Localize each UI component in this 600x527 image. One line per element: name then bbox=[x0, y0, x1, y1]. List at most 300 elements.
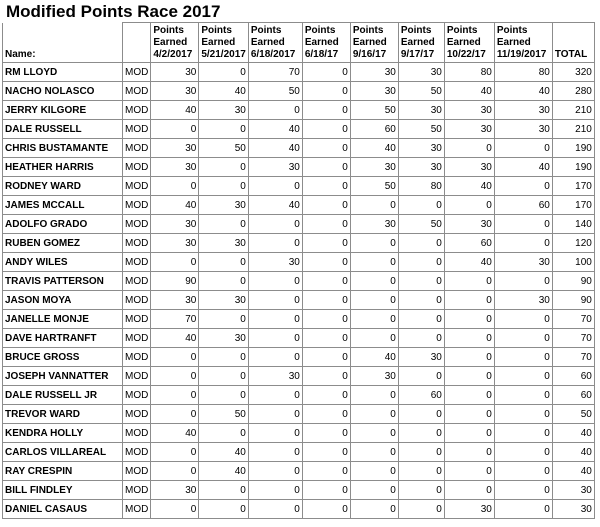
table-row bbox=[3, 405, 595, 424]
total-cell[interactable]: 70 bbox=[552, 329, 594, 348]
points-cell[interactable]: 0 bbox=[350, 196, 398, 215]
header-points-earned-5[interactable] bbox=[350, 23, 398, 63]
points-cell[interactable]: 0 bbox=[494, 443, 552, 462]
table-row bbox=[3, 63, 595, 82]
points-cell[interactable]: 0 bbox=[494, 462, 552, 481]
points-cell[interactable]: 50 bbox=[350, 101, 398, 120]
points-cell[interactable]: 80 bbox=[398, 177, 444, 196]
total-cell[interactable]: 70 bbox=[552, 348, 594, 367]
points-cell[interactable]: 0 bbox=[199, 386, 249, 405]
points-cell[interactable]: 0 bbox=[350, 310, 398, 329]
class-cell[interactable]: MOD bbox=[123, 443, 151, 462]
points-cell[interactable]: 0 bbox=[398, 234, 444, 253]
points-cell[interactable]: 0 bbox=[494, 405, 552, 424]
header-points-label: Points bbox=[201, 25, 232, 36]
points-cell[interactable]: 40 bbox=[444, 253, 494, 272]
total-cell[interactable]: 30 bbox=[552, 500, 594, 519]
driver-name-cell[interactable]: RAY CRESPIN bbox=[3, 462, 123, 481]
points-cell[interactable]: 0 bbox=[444, 329, 494, 348]
total-cell[interactable]: 280 bbox=[552, 82, 594, 101]
points-cell[interactable]: 40 bbox=[151, 424, 199, 443]
points-cell[interactable]: 40 bbox=[494, 158, 552, 177]
class-cell[interactable]: MOD bbox=[123, 253, 151, 272]
points-cell[interactable]: 0 bbox=[199, 63, 249, 82]
points-cell[interactable]: 0 bbox=[248, 481, 302, 500]
points-cell[interactable]: 0 bbox=[199, 367, 249, 386]
points-cell[interactable]: 40 bbox=[248, 196, 302, 215]
points-cell[interactable]: 60 bbox=[444, 234, 494, 253]
points-cell[interactable]: 0 bbox=[494, 272, 552, 291]
class-cell[interactable]: MOD bbox=[123, 139, 151, 158]
points-cell[interactable]: 0 bbox=[398, 462, 444, 481]
driver-name-cell[interactable]: DALE RUSSELL JR bbox=[3, 386, 123, 405]
class-cell[interactable]: MOD bbox=[123, 101, 151, 120]
header-name[interactable]: Name: bbox=[3, 23, 123, 63]
total-cell[interactable]: 60 bbox=[552, 386, 594, 405]
points-cell[interactable]: 0 bbox=[151, 348, 199, 367]
points-cell[interactable]: 30 bbox=[494, 120, 552, 139]
points-cell[interactable]: 0 bbox=[444, 367, 494, 386]
points-cell[interactable]: 30 bbox=[199, 329, 249, 348]
total-cell[interactable]: 40 bbox=[552, 462, 594, 481]
points-cell[interactable]: 0 bbox=[398, 329, 444, 348]
table-row bbox=[3, 253, 595, 272]
points-cell[interactable]: 30 bbox=[444, 120, 494, 139]
points-cell[interactable]: 0 bbox=[302, 253, 350, 272]
points-cell[interactable]: 0 bbox=[398, 253, 444, 272]
points-cell[interactable]: 0 bbox=[494, 215, 552, 234]
class-cell[interactable]: MOD bbox=[123, 367, 151, 386]
points-cell[interactable]: 0 bbox=[350, 405, 398, 424]
header-points-earned-3[interactable] bbox=[248, 23, 302, 63]
points-cell[interactable]: 50 bbox=[350, 177, 398, 196]
driver-name-cell[interactable]: CHRIS BUSTAMANTE bbox=[3, 139, 123, 158]
points-cell[interactable]: 0 bbox=[302, 310, 350, 329]
points-cell[interactable]: 0 bbox=[248, 234, 302, 253]
points-cell[interactable]: 0 bbox=[302, 101, 350, 120]
points-cell[interactable]: 0 bbox=[494, 177, 552, 196]
points-cell[interactable]: 50 bbox=[398, 120, 444, 139]
points-cell[interactable]: 0 bbox=[302, 234, 350, 253]
points-cell[interactable]: 30 bbox=[248, 253, 302, 272]
points-cell[interactable]: 0 bbox=[444, 291, 494, 310]
points-cell[interactable]: 0 bbox=[398, 405, 444, 424]
points-cell[interactable]: 50 bbox=[199, 139, 249, 158]
points-cell[interactable]: 0 bbox=[151, 120, 199, 139]
points-cell[interactable]: 0 bbox=[398, 196, 444, 215]
driver-name-cell[interactable]: TREVOR WARD bbox=[3, 405, 123, 424]
points-cell[interactable]: 40 bbox=[151, 196, 199, 215]
driver-name-cell[interactable]: HEATHER HARRIS bbox=[3, 158, 123, 177]
points-cell[interactable]: 0 bbox=[199, 310, 249, 329]
points-cell[interactable]: 30 bbox=[494, 253, 552, 272]
driver-name-cell[interactable]: RODNEY WARD bbox=[3, 177, 123, 196]
points-cell[interactable]: 0 bbox=[302, 196, 350, 215]
points-cell[interactable]: 0 bbox=[302, 272, 350, 291]
points-cell[interactable]: 0 bbox=[350, 500, 398, 519]
total-cell[interactable]: 170 bbox=[552, 177, 594, 196]
points-cell[interactable]: 0 bbox=[151, 500, 199, 519]
driver-name-cell[interactable]: RM LLOYD bbox=[3, 63, 123, 82]
points-cell[interactable]: 0 bbox=[302, 348, 350, 367]
total-cell[interactable]: 90 bbox=[552, 291, 594, 310]
points-cell[interactable]: 0 bbox=[494, 234, 552, 253]
points-cell[interactable]: 40 bbox=[199, 443, 249, 462]
driver-name-cell[interactable]: JOSEPH VANNATTER bbox=[3, 367, 123, 386]
points-cell[interactable]: 30 bbox=[248, 158, 302, 177]
points-cell[interactable]: 0 bbox=[302, 177, 350, 196]
header-earned-label: Earned bbox=[304, 37, 339, 48]
points-cell[interactable]: 50 bbox=[398, 215, 444, 234]
total-cell[interactable]: 210 bbox=[552, 120, 594, 139]
points-cell[interactable]: 80 bbox=[494, 63, 552, 82]
points-cell[interactable]: 0 bbox=[248, 215, 302, 234]
points-cell[interactable]: 0 bbox=[151, 443, 199, 462]
points-cell[interactable]: 0 bbox=[302, 215, 350, 234]
total-cell[interactable]: 210 bbox=[552, 101, 594, 120]
driver-name-cell[interactable]: BILL FINDLEY bbox=[3, 481, 123, 500]
driver-name-cell[interactable]: TRAVIS PATTERSON bbox=[3, 272, 123, 291]
driver-name-cell[interactable]: JAMES MCCALL bbox=[3, 196, 123, 215]
points-cell[interactable]: 0 bbox=[444, 405, 494, 424]
points-cell[interactable]: 30 bbox=[199, 234, 249, 253]
header-date: 9/16/17 bbox=[352, 49, 387, 60]
driver-name-cell[interactable]: CARLOS VILLAREAL bbox=[3, 443, 123, 462]
points-cell[interactable]: 0 bbox=[350, 234, 398, 253]
points-cell[interactable]: 0 bbox=[248, 443, 302, 462]
points-cell[interactable]: 40 bbox=[444, 177, 494, 196]
table-row bbox=[3, 462, 595, 481]
driver-name-cell[interactable]: ADOLFO GRADO bbox=[3, 215, 123, 234]
points-cell[interactable]: 40 bbox=[199, 82, 249, 101]
header-earned-label: Earned bbox=[201, 37, 236, 48]
table-row bbox=[3, 443, 595, 462]
points-cell[interactable]: 70 bbox=[151, 310, 199, 329]
class-cell[interactable]: MOD bbox=[123, 215, 151, 234]
points-cell[interactable]: 30 bbox=[199, 291, 249, 310]
points-cell[interactable]: 0 bbox=[199, 158, 249, 177]
class-cell[interactable]: MOD bbox=[123, 196, 151, 215]
header-date: 11/19/2017 bbox=[496, 49, 547, 60]
header-points-earned-7[interactable] bbox=[444, 23, 494, 63]
points-cell[interactable]: 0 bbox=[494, 386, 552, 405]
header-date: 9/17/17 bbox=[400, 49, 435, 60]
points-cell[interactable]: 30 bbox=[444, 158, 494, 177]
points-cell[interactable]: 30 bbox=[350, 82, 398, 101]
points-cell[interactable]: 30 bbox=[151, 481, 199, 500]
points-cell[interactable]: 30 bbox=[398, 101, 444, 120]
points-cell[interactable]: 0 bbox=[350, 462, 398, 481]
points-cell[interactable]: 30 bbox=[398, 63, 444, 82]
header-points-earned-6[interactable] bbox=[398, 23, 444, 63]
class-cell[interactable]: MOD bbox=[123, 500, 151, 519]
points-cell[interactable]: 0 bbox=[248, 500, 302, 519]
points-cell[interactable]: 0 bbox=[302, 63, 350, 82]
points-cell[interactable]: 0 bbox=[494, 348, 552, 367]
points-cell[interactable]: 0 bbox=[248, 386, 302, 405]
points-cell[interactable]: 0 bbox=[151, 405, 199, 424]
points-cell[interactable]: 0 bbox=[302, 405, 350, 424]
class-cell[interactable]: MOD bbox=[123, 462, 151, 481]
points-cell[interactable]: 30 bbox=[151, 139, 199, 158]
points-cell[interactable]: 30 bbox=[398, 348, 444, 367]
points-cell[interactable]: 0 bbox=[248, 291, 302, 310]
points-cell[interactable]: 80 bbox=[444, 63, 494, 82]
sheet-title: Modified Points Race 2017 bbox=[6, 2, 221, 21]
points-cell[interactable]: 0 bbox=[444, 196, 494, 215]
points-cell[interactable]: 0 bbox=[302, 329, 350, 348]
points-cell[interactable]: 0 bbox=[302, 424, 350, 443]
points-cell[interactable]: 30 bbox=[398, 139, 444, 158]
points-cell[interactable]: 30 bbox=[151, 82, 199, 101]
points-cell[interactable]: 60 bbox=[494, 196, 552, 215]
total-cell[interactable]: 40 bbox=[552, 424, 594, 443]
driver-name-cell[interactable]: RUBEN GOMEZ bbox=[3, 234, 123, 253]
header-points-earned-8[interactable] bbox=[494, 23, 552, 63]
driver-name-cell[interactable]: ANDY WILES bbox=[3, 253, 123, 272]
total-cell[interactable]: 140 bbox=[552, 215, 594, 234]
points-cell[interactable]: 30 bbox=[350, 215, 398, 234]
points-cell[interactable]: 0 bbox=[248, 462, 302, 481]
points-cell[interactable]: 0 bbox=[444, 443, 494, 462]
points-cell[interactable]: 0 bbox=[199, 215, 249, 234]
points-cell[interactable]: 50 bbox=[199, 405, 249, 424]
points-cell[interactable]: 0 bbox=[302, 139, 350, 158]
points-cell[interactable]: 0 bbox=[350, 253, 398, 272]
points-cell[interactable]: 30 bbox=[151, 291, 199, 310]
driver-name-cell[interactable]: JERRY KILGORE bbox=[3, 101, 123, 120]
driver-name-cell[interactable]: DAVE HARTRANFT bbox=[3, 329, 123, 348]
points-cell[interactable]: 30 bbox=[350, 158, 398, 177]
driver-name-cell[interactable]: NACHO NOLASCO bbox=[3, 82, 123, 101]
class-cell[interactable]: MOD bbox=[123, 481, 151, 500]
points-cell[interactable]: 0 bbox=[350, 386, 398, 405]
driver-name-cell[interactable]: DALE RUSSELL bbox=[3, 120, 123, 139]
points-cell[interactable]: 0 bbox=[398, 291, 444, 310]
points-cell[interactable]: 0 bbox=[199, 120, 249, 139]
header-points-label: Points bbox=[250, 25, 282, 36]
points-cell[interactable]: 30 bbox=[494, 101, 552, 120]
class-cell[interactable]: MOD bbox=[123, 234, 151, 253]
header-points-label: Points bbox=[352, 25, 384, 36]
points-cell[interactable]: 0 bbox=[302, 367, 350, 386]
class-cell[interactable]: MOD bbox=[123, 177, 151, 196]
points-cell[interactable]: 30 bbox=[444, 101, 494, 120]
header-points-earned-2[interactable] bbox=[199, 23, 249, 63]
points-cell[interactable]: 0 bbox=[494, 481, 552, 500]
header-points-label: Points bbox=[400, 25, 432, 36]
total-cell[interactable]: 60 bbox=[552, 367, 594, 386]
points-cell[interactable]: 50 bbox=[248, 82, 302, 101]
points-cell[interactable]: 40 bbox=[248, 139, 302, 158]
points-cell[interactable]: 0 bbox=[151, 367, 199, 386]
points-cell[interactable]: 30 bbox=[151, 63, 199, 82]
points-cell[interactable]: 0 bbox=[151, 177, 199, 196]
points-cell[interactable]: 40 bbox=[350, 139, 398, 158]
points-cell[interactable]: 60 bbox=[398, 386, 444, 405]
points-cell[interactable]: 0 bbox=[444, 139, 494, 158]
points-cell[interactable]: 0 bbox=[248, 348, 302, 367]
points-cell[interactable]: 30 bbox=[151, 158, 199, 177]
points-cell[interactable]: 0 bbox=[302, 158, 350, 177]
points-cell[interactable]: 0 bbox=[151, 462, 199, 481]
points-cell[interactable]: 0 bbox=[199, 348, 249, 367]
class-cell[interactable]: MOD bbox=[123, 424, 151, 443]
points-cell[interactable]: 0 bbox=[494, 139, 552, 158]
points-cell[interactable]: 0 bbox=[444, 424, 494, 443]
points-cell[interactable]: 0 bbox=[398, 424, 444, 443]
points-cell[interactable]: 0 bbox=[494, 329, 552, 348]
points-cell[interactable]: 0 bbox=[248, 272, 302, 291]
driver-name-cell[interactable]: JASON MOYA bbox=[3, 291, 123, 310]
class-cell[interactable]: MOD bbox=[123, 405, 151, 424]
points-cell[interactable]: 30 bbox=[151, 215, 199, 234]
points-cell[interactable]: 0 bbox=[494, 500, 552, 519]
points-cell[interactable]: 0 bbox=[444, 481, 494, 500]
total-cell[interactable]: 120 bbox=[552, 234, 594, 253]
points-cell[interactable]: 40 bbox=[151, 329, 199, 348]
points-cell[interactable]: 0 bbox=[444, 462, 494, 481]
points-cell[interactable]: 0 bbox=[248, 101, 302, 120]
points-cell[interactable]: 0 bbox=[444, 386, 494, 405]
points-cell[interactable]: 0 bbox=[151, 386, 199, 405]
points-cell[interactable]: 30 bbox=[199, 196, 249, 215]
class-cell[interactable]: MOD bbox=[123, 329, 151, 348]
header-date: 4/2/2017 bbox=[153, 49, 193, 60]
table-row bbox=[3, 367, 595, 386]
class-cell[interactable]: MOD bbox=[123, 63, 151, 82]
points-cell[interactable]: 0 bbox=[350, 481, 398, 500]
header-points-earned-1[interactable] bbox=[151, 23, 199, 63]
total-cell[interactable]: 40 bbox=[552, 443, 594, 462]
points-cell[interactable]: 0 bbox=[398, 481, 444, 500]
class-cell[interactable]: MOD bbox=[123, 82, 151, 101]
points-cell[interactable]: 30 bbox=[350, 367, 398, 386]
points-cell[interactable]: 0 bbox=[302, 481, 350, 500]
header-points-earned-4[interactable] bbox=[302, 23, 350, 63]
points-cell[interactable]: 0 bbox=[248, 177, 302, 196]
points-cell[interactable]: 0 bbox=[199, 500, 249, 519]
table-row bbox=[3, 500, 595, 519]
points-cell[interactable]: 0 bbox=[302, 462, 350, 481]
points-cell[interactable]: 0 bbox=[494, 424, 552, 443]
points-cell[interactable]: 40 bbox=[151, 101, 199, 120]
points-cell[interactable]: 0 bbox=[199, 177, 249, 196]
table-row bbox=[3, 82, 595, 101]
points-cell[interactable]: 0 bbox=[302, 443, 350, 462]
points-cell[interactable]: 0 bbox=[350, 272, 398, 291]
points-cell[interactable]: 0 bbox=[494, 367, 552, 386]
points-cell[interactable]: 0 bbox=[302, 82, 350, 101]
points-cell[interactable]: 0 bbox=[444, 348, 494, 367]
points-cell[interactable]: 70 bbox=[248, 63, 302, 82]
points-cell[interactable]: 40 bbox=[248, 120, 302, 139]
points-cell[interactable]: 0 bbox=[398, 272, 444, 291]
points-cell[interactable]: 0 bbox=[248, 329, 302, 348]
points-cell[interactable]: 90 bbox=[151, 272, 199, 291]
points-cell[interactable]: 0 bbox=[248, 405, 302, 424]
points-cell[interactable]: 0 bbox=[398, 443, 444, 462]
points-cell[interactable]: 0 bbox=[302, 386, 350, 405]
table-row bbox=[3, 158, 595, 177]
points-cell[interactable]: 0 bbox=[398, 310, 444, 329]
header-total[interactable]: TOTAL bbox=[552, 23, 594, 63]
points-cell[interactable]: 0 bbox=[248, 424, 302, 443]
points-cell[interactable]: 0 bbox=[350, 424, 398, 443]
total-cell[interactable]: 30 bbox=[552, 481, 594, 500]
total-cell[interactable]: 320 bbox=[552, 63, 594, 82]
points-cell[interactable]: 30 bbox=[151, 234, 199, 253]
points-cell[interactable]: 30 bbox=[398, 158, 444, 177]
header-points-label: Points bbox=[446, 25, 478, 36]
points-cell[interactable]: 0 bbox=[398, 367, 444, 386]
points-cell[interactable]: 30 bbox=[199, 101, 249, 120]
driver-name-cell[interactable]: JANELLE MONJE bbox=[3, 310, 123, 329]
points-cell[interactable]: 50 bbox=[398, 82, 444, 101]
class-cell[interactable]: MOD bbox=[123, 272, 151, 291]
class-cell[interactable]: MOD bbox=[123, 386, 151, 405]
points-cell[interactable]: 0 bbox=[350, 443, 398, 462]
points-cell[interactable]: 0 bbox=[494, 310, 552, 329]
total-cell[interactable]: 90 bbox=[552, 272, 594, 291]
table-row bbox=[3, 215, 595, 234]
driver-name-cell[interactable]: KENDRA HOLLY bbox=[3, 424, 123, 443]
header-class[interactable] bbox=[123, 23, 151, 63]
points-cell[interactable]: 0 bbox=[350, 291, 398, 310]
points-cell[interactable]: 0 bbox=[248, 310, 302, 329]
total-cell[interactable]: 50 bbox=[552, 405, 594, 424]
points-cell[interactable]: 40 bbox=[444, 82, 494, 101]
points-cell[interactable]: 30 bbox=[444, 215, 494, 234]
table-row bbox=[3, 177, 595, 196]
points-cell[interactable]: 0 bbox=[199, 481, 249, 500]
points-cell[interactable]: 0 bbox=[350, 329, 398, 348]
points-cell[interactable]: 40 bbox=[494, 82, 552, 101]
total-cell[interactable]: 190 bbox=[552, 139, 594, 158]
points-cell[interactable]: 0 bbox=[398, 500, 444, 519]
table-body bbox=[3, 63, 595, 519]
points-cell[interactable]: 0 bbox=[151, 253, 199, 272]
points-cell[interactable]: 30 bbox=[350, 63, 398, 82]
total-cell[interactable]: 100 bbox=[552, 253, 594, 272]
points-cell[interactable]: 0 bbox=[302, 291, 350, 310]
total-cell[interactable]: 70 bbox=[552, 310, 594, 329]
class-cell[interactable]: MOD bbox=[123, 310, 151, 329]
header-row bbox=[3, 23, 595, 63]
points-cell[interactable]: 40 bbox=[350, 348, 398, 367]
points-cell[interactable]: 30 bbox=[494, 291, 552, 310]
points-cell[interactable]: 40 bbox=[199, 462, 249, 481]
points-cell[interactable]: 0 bbox=[199, 272, 249, 291]
points-cell[interactable]: 0 bbox=[302, 120, 350, 139]
class-cell[interactable]: MOD bbox=[123, 291, 151, 310]
points-cell[interactable]: 0 bbox=[302, 500, 350, 519]
points-cell[interactable]: 30 bbox=[444, 500, 494, 519]
total-cell[interactable]: 170 bbox=[552, 196, 594, 215]
driver-name-cell[interactable]: DANIEL CASAUS bbox=[3, 500, 123, 519]
class-cell[interactable]: MOD bbox=[123, 120, 151, 139]
points-cell[interactable]: 0 bbox=[444, 310, 494, 329]
points-cell[interactable]: 0 bbox=[199, 424, 249, 443]
points-cell[interactable]: 30 bbox=[248, 367, 302, 386]
total-cell[interactable]: 190 bbox=[552, 158, 594, 177]
class-cell[interactable]: MOD bbox=[123, 158, 151, 177]
points-cell[interactable]: 0 bbox=[199, 253, 249, 272]
class-cell[interactable]: MOD bbox=[123, 348, 151, 367]
points-cell[interactable]: 60 bbox=[350, 120, 398, 139]
driver-name-cell[interactable]: BRUCE GROSS bbox=[3, 348, 123, 367]
points-cell[interactable]: 0 bbox=[444, 272, 494, 291]
